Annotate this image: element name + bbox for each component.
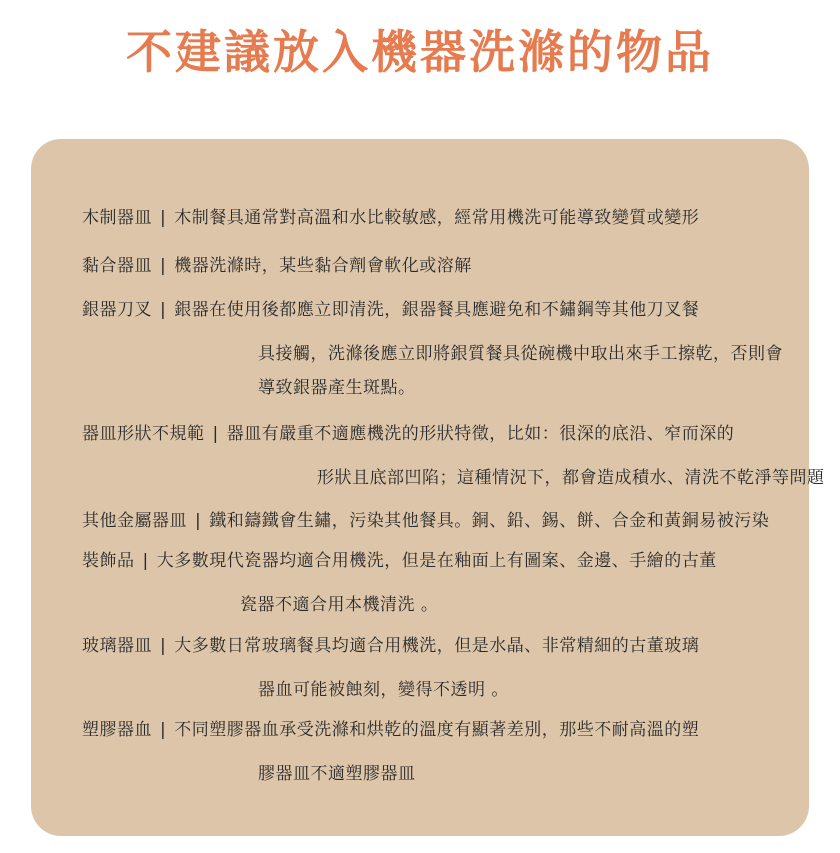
item-separator: | bbox=[160, 256, 167, 276]
item-label: 裝飾品 bbox=[82, 551, 135, 571]
item-label: 玻璃器皿 bbox=[82, 636, 152, 656]
item-row-continuation bbox=[258, 342, 783, 366]
item-label: 銀器刀叉 bbox=[82, 300, 152, 320]
item-row bbox=[82, 298, 699, 322]
item-row bbox=[82, 254, 472, 278]
item-separator: | bbox=[195, 511, 202, 531]
page-title: 不建議放入機器洗滌的物品 bbox=[126, 25, 714, 79]
item-separator: | bbox=[160, 208, 167, 228]
item-label: 其他金屬器皿 bbox=[82, 511, 187, 531]
item-description: 大多數日常玻璃餐具均適合用機洗，但是水晶、非常精細的古董玻璃 bbox=[174, 636, 700, 656]
item-row bbox=[82, 634, 699, 658]
item-separator: | bbox=[160, 300, 167, 320]
item-description: 銀器在使用後都應立即清洗，銀器餐具應避免和不鏽鋼等其他刀叉餐 bbox=[174, 300, 700, 320]
item-description: 機器洗滌時，某些黏合劑會軟化或溶解 bbox=[174, 256, 472, 276]
item-label: 黏合器皿 bbox=[82, 256, 152, 276]
item-description: 導致銀器產生斑點。 bbox=[258, 378, 416, 398]
item-description: 瓷器不適合用本機清洗 。 bbox=[240, 595, 439, 615]
item-description: 膠器皿不適塑膠器皿 bbox=[258, 764, 416, 784]
item-description: 形狀且底部凹陷；這種情況下，都會造成積水、清洗不乾淨等問題 bbox=[317, 468, 825, 488]
item-description: 大多數現代瓷器均適合用機洗，但是在釉面上有圖案、金邊、手繪的古董 bbox=[156, 551, 717, 571]
item-row-continuation bbox=[258, 678, 509, 702]
item-description: 木制餐具通常對高溫和水比較敏感，經常用機洗可能導致變質或變形 bbox=[174, 208, 700, 228]
item-description: 鐵和鑄鐵會生鏽，污染其他餐具。銅、鉛、錫、餅、合金和黃銅易被污染 bbox=[209, 511, 770, 531]
item-label: 木制器皿 bbox=[82, 208, 152, 228]
item-row bbox=[82, 509, 769, 533]
item-description: 具接觸，洗滌後應立即將銀質餐具從碗機中取出來手工擦乾，否則會 bbox=[258, 344, 783, 364]
item-label: 器皿形狀不規範 bbox=[82, 424, 205, 444]
item-separator: | bbox=[212, 424, 219, 444]
item-separator: | bbox=[160, 636, 167, 656]
item-description: 器血可能被蝕刻，變得不透明 。 bbox=[258, 680, 509, 700]
item-row-continuation bbox=[258, 762, 416, 786]
item-separator: | bbox=[142, 551, 149, 571]
item-row bbox=[82, 206, 699, 230]
item-description: 器皿有嚴重不適應機洗的形狀特徵，比如：很深的底沿、窄而深的 bbox=[226, 424, 735, 444]
item-separator: | bbox=[160, 720, 167, 740]
item-label: 塑膠器血 bbox=[82, 720, 152, 740]
item-description: 不同塑膠器血承受洗滌和烘乾的溫度有顯著差別，那些不耐高溫的塑 bbox=[174, 720, 700, 740]
item-row-continuation bbox=[258, 376, 416, 400]
item-row-continuation bbox=[317, 466, 825, 490]
item-row-continuation bbox=[240, 593, 438, 617]
item-row bbox=[82, 718, 699, 742]
item-row bbox=[82, 549, 717, 573]
item-row bbox=[82, 422, 734, 446]
